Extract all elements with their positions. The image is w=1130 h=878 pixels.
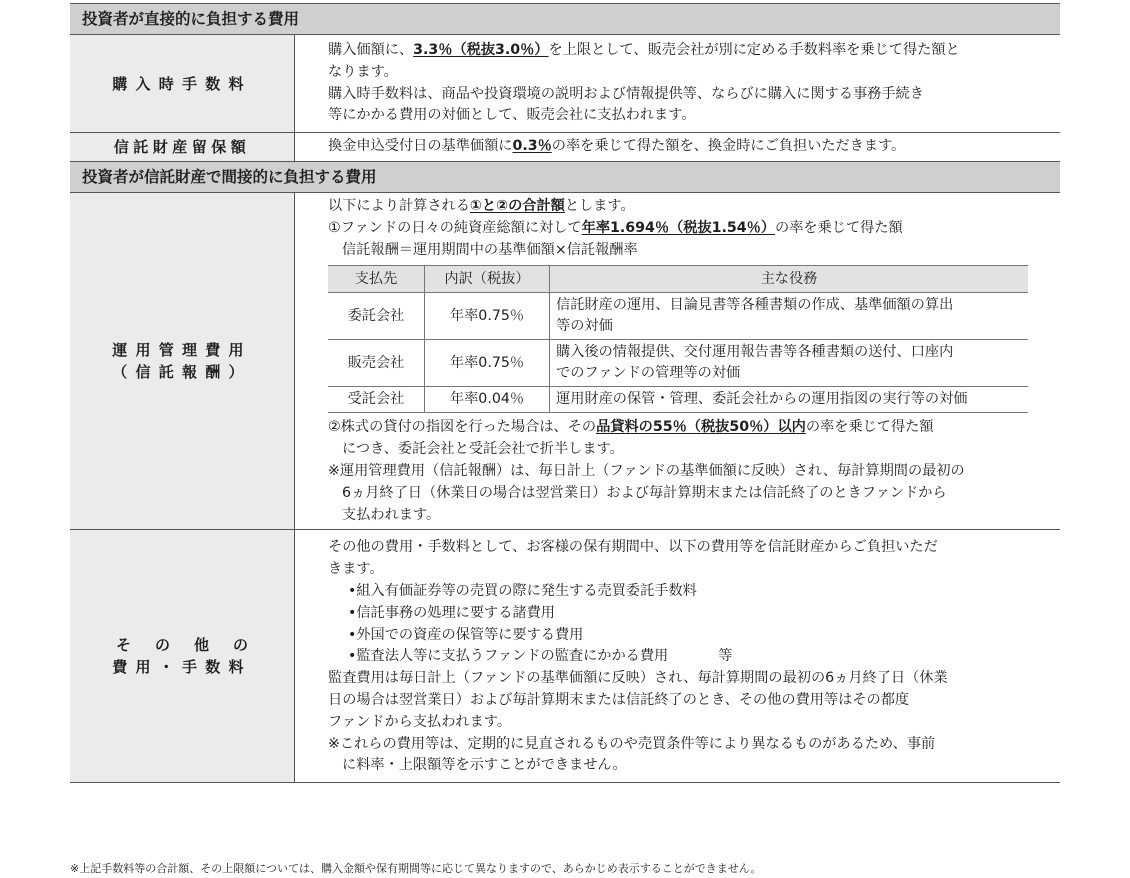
section-indirect-costs-header: 投資者が信託財産で間接的に負担する費用 — [70, 162, 1060, 193]
fee-breakdown-header: 支払先 内訳（税抜） 主な役務 — [328, 266, 1028, 293]
purchase-fee-label: 購入時手数料 — [70, 35, 295, 132]
management-fee-label: 運用管理費用 （信託報酬） — [70, 193, 295, 529]
row-management-fee — [70, 193, 1060, 530]
trust-fee-rate: 年率1.694％（税抜1.54％） — [581, 219, 776, 236]
list-item: •組入有価証券等の売買の際に発生する売買委託手数料 — [348, 582, 697, 599]
fee-table — [70, 3, 1060, 783]
other-fees-label: その他の 費用・手数料 — [70, 530, 295, 782]
retention-label: 信託財産留保額 — [70, 133, 295, 161]
retention-text: 換金申込受付日の基準価額に0.3％の率を乗じて得た額を、換金時にご負担いただきます。 — [328, 138, 906, 155]
retention-rate: 0.3％ — [512, 138, 552, 155]
table-row: 委託会社 年率0.75％ 信託財産の運用、目論見書等各種書類の作成、基準価額の算出 等の対価 — [328, 293, 1028, 340]
table-row: 受託会社 年率0.04％ 運用財産の保管・管理、委託会社からの運用指図の実行等の対価 — [328, 387, 1028, 413]
lending-fee-rate: 品貸料の55％（税抜50％）以内 — [596, 419, 806, 436]
row-other-fees — [70, 530, 1060, 782]
footnote: ※上記手数料等の合計額、その上限額については、購入金額や保有期間等に応じて異なりますので、あらかじめ表示することができません。 — [70, 862, 762, 875]
section-direct-costs-header: 投資者が直接的に負担する費用 — [70, 4, 1060, 35]
list-item: •信託事務の処理に要する諸費用 — [348, 604, 555, 621]
row-purchase-fee — [70, 35, 1060, 133]
fee-breakdown-table — [328, 265, 1028, 413]
management-fee-text: 以下により計算される①と②の合計額とします。 ①ファンドの日々の純資産総額に対して年率1.694％（税抜1.54％）の率を乗じて得た額 信託報酬＝運用期間中の基準価額×信託報酬率 支払先 内訳（税抜） 主な役務 委託会社 年率0.75％ 信託財産の運用、目論見書等各種書類の作成、基準価額の算出 等の対価 販売会社 年率0.75％ 購入後の情報提供、交付運用報告書等各種書類の送付、口座内 でのファンドの管理等の対価 受託会社 年率0.04％ 運用財産の保管・管理、委託会社からの運用指図の実行等の対価 ②株式の貸付の指図を行った場合は、その品貸料の55％（税抜50％）以内の率を乗じて得た額 につき、委託会社と受託会社で折半します。 ※運用管理費用（信託報酬）は、毎日計上（ファンドの基準価額に反映）され、毎計算期間の最初の 6ヵ月終了日（休業日の場合は翌営業日）および毎計算期末または信託終了のときファンドから 支払われます。 — [295, 193, 1060, 529]
purchase-fee-text: 購入価額に、3.3％（税抜3.0％）を上限として、販売会社が別に定める手数料率を乗じて得た額と なります。 購入時手数料は、商品や投資環境の説明および情報提供等、ならびに購入に関する事務手続き 等にかかる費用の対価として、販売会社に支払われます。 — [328, 42, 960, 124]
row-retention — [70, 133, 1060, 162]
table-row: 販売会社 年率0.75％ 購入後の情報提供、交付運用報告書等各種書類の送付、口座内 でのファンドの管理等の対価 — [328, 340, 1028, 387]
list-item: •監査法人等に支払うファンドの監査にかかる費用 等 — [348, 648, 733, 665]
list-item: •外国での資産の保管等に要する費用 — [348, 626, 584, 643]
purchase-fee-max-rate: 3.3％（税抜3.0％） — [413, 42, 549, 58]
other-fees-text: その他の費用・手数料として、お客様の保有期間中、以下の費用等を信託財産からご負担いただ きます。 •組入有価証券等の売買の際に発生する売買委託手数料 •信託事務の処理に要する諸費用 •外国での資産の保管等に要する費用 •監査法人等に支払うファンドの監査にかかる費用 等 監査費用は毎日計上（ファンドの基準価額に反映）され、毎計算期間の最初の6ヵ月終了日（休業 日の場合は翌営業日）および毎計算期末または信託終了のとき、その他の費用等はその都度 ファンドから支払われます。 ※これらの費用等は、定期的に見直されるものや売買条件等により異なるものがあるため、事前 に料率・上限額等を示すことができません。 — [295, 530, 1060, 782]
